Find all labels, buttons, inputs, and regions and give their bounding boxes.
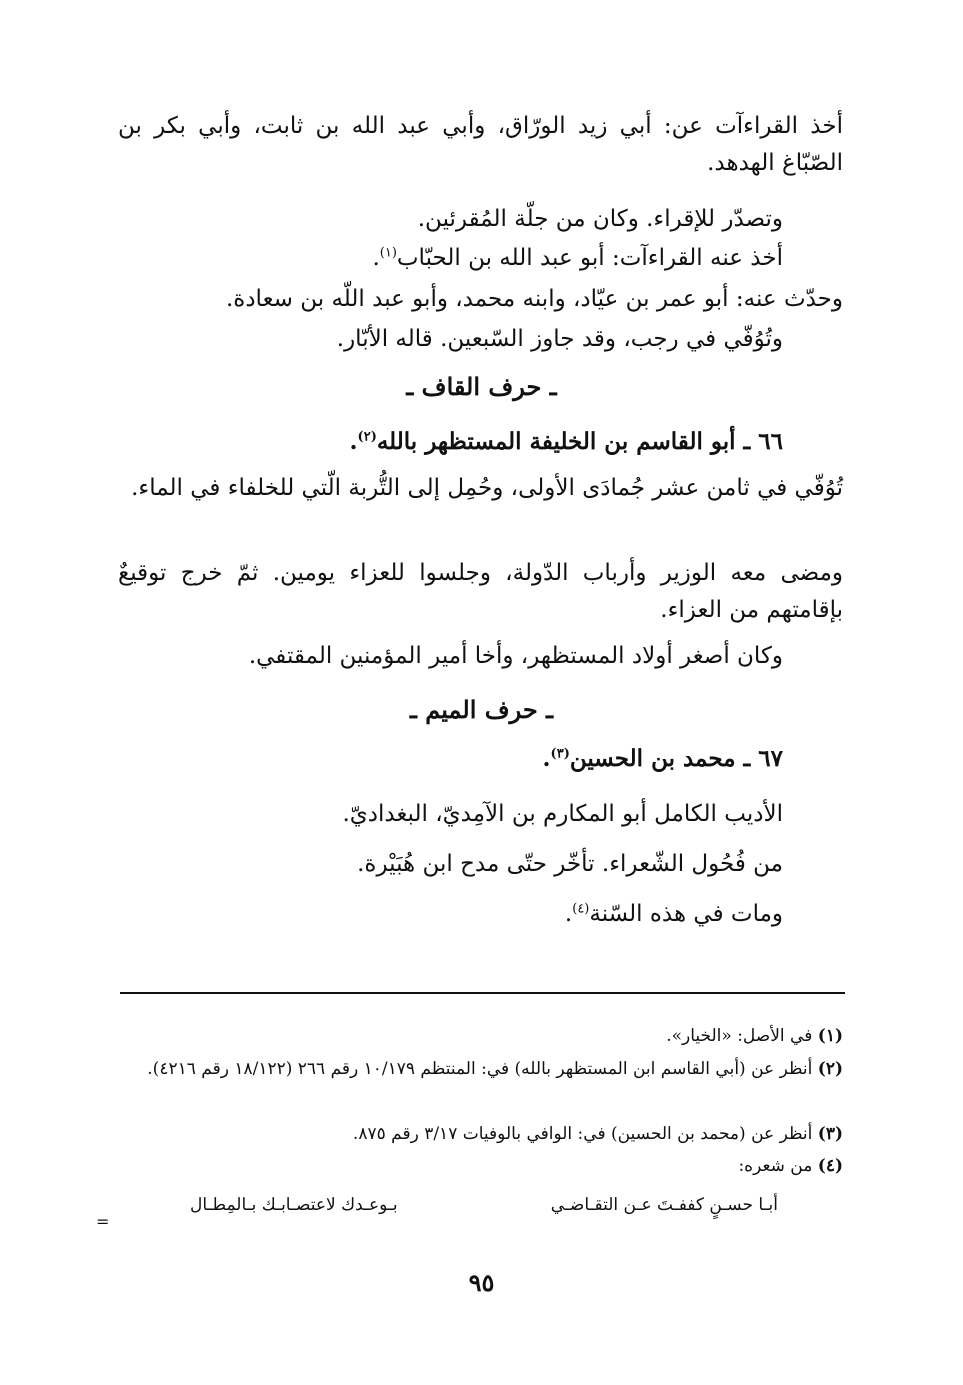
intro-line-5 [83, 323, 783, 355]
intro-line-3-text: أخذ عنه القراءآت: أبو عبد الله بن الحبّاب [396, 245, 783, 271]
entry-67-line-3-text: ومات في هذه السّنة [589, 901, 783, 927]
footnote-1 [113, 1023, 843, 1049]
footnote-3-number: (٣) [817, 1124, 843, 1144]
footnote-4-number: (٤) [817, 1156, 843, 1176]
section-heading-mim: ـ حرف الميم ـ [409, 695, 554, 724]
intro-paragraph [118, 108, 843, 182]
intro-line-3 [83, 242, 783, 274]
footnote-ref-1[interactable]: (١) [379, 245, 397, 261]
entry-66-para-1-text: تُوُفّي في ثامن عشر جُمادَى الأولى، وحُمِل إلى التُّربة الّتي للخلفاء في الماء. [131, 475, 843, 501]
verse-second-hemistich: بـوعـدك لاعتصـابـك بـالمِطـال [190, 1195, 398, 1215]
entry-67-title-text: ٦٧ ـ محمد بن الحسين [569, 745, 783, 772]
footnote-3 [113, 1121, 843, 1147]
entry-66-line-3-text: وكان أصغر أولاد المستظهر، وأخا أمير المؤمنين المقتفي. [248, 643, 783, 669]
entry-67-title [543, 745, 783, 772]
intro-para-1: أخذ القراءآت عن: أبي زيد الورّاق، وأبي عبد الله بن ثابت، وأبي بكر بن الصّبّاغ الهدهد. [118, 113, 843, 176]
footnote-ref-2[interactable]: (٢) [357, 429, 377, 445]
entry-67-line-1 [83, 798, 783, 830]
intro-line-2 [83, 203, 783, 235]
intro-line-4 [118, 283, 843, 315]
footnote-4-text: من شعره: [738, 1156, 813, 1176]
entry-66-para-2-text: ومضى معه الوزير وأرباب الدّولة، وجلسوا للعزاء يومين. ثمّ خرج توقيعٌ بإقامتهم من العزاء. [118, 560, 843, 623]
footnote-2-text: أنظر عن (أبي القاسم ابن المستظهر بالله) في: المنتظم ١٠/١٧٩ رقم ٢٦٦ (١٨/١٢٢ رقم ٤٢١٦). [147, 1059, 813, 1079]
entry-67-line-3-end: . [564, 901, 573, 927]
entry-67-line-3 [83, 898, 783, 930]
footnote-2-number: (٢) [817, 1059, 843, 1079]
section-heading-qaf: ـ حرف القاف ـ [406, 372, 557, 401]
footnote-1-text: في الأصل: «الخيار». [666, 1026, 813, 1046]
entry-66-line-3 [83, 640, 783, 672]
footnote-separator [120, 992, 845, 994]
verse-first-hemistich: أبـا حسـنٍ كففـتَ عـن التقـاضـي [550, 1195, 778, 1215]
entry-67-title-end: . [542, 745, 551, 772]
intro-line-2-text: وتصدّر للإقراء. وكان من جلّة المُقرئين. [417, 206, 783, 232]
intro-line-5-text: وتُوُفّي في رجب، وقد جاوز السّبعين. قاله الأبّار. [336, 326, 783, 352]
footnote-3-text: أنظر عن (محمد بن الحسين) في: الوافي بالوفيات ٣/١٧ رقم ٨٧٥. [352, 1124, 813, 1144]
entry-67-line-1-text: الأديب الكامل أبو المكارم بن الآمِديّ، البغداديّ. [342, 801, 783, 827]
verse-continuation-mark: = [96, 1212, 110, 1231]
footnote-ref-4[interactable]: (٤) [572, 901, 590, 917]
footnote-4 [113, 1153, 843, 1179]
entry-66-para-1 [118, 470, 843, 507]
footnote-ref-3[interactable]: (٣) [550, 746, 570, 762]
entry-66-para-2 [118, 555, 843, 629]
entry-66-title-text: ٦٦ ـ أبو القاسم بن الخليفة المستظهر بالله [376, 428, 783, 455]
intro-line-3-end: . [372, 245, 380, 271]
entry-66-title-end: . [349, 428, 358, 455]
entry-67-line-2-text: من فُحُول الشّعراء. تأخّر حتّى مدح ابن هُبَيْرة. [357, 851, 783, 877]
footnote-1-number: (١) [817, 1026, 843, 1046]
entry-67-line-2 [83, 848, 783, 880]
entry-66-title [350, 428, 783, 455]
intro-line-4-text: وحدّث عنه: أبو عمر بن عيّاد، وابنه محمد، وأبو عبد اللّه بن سعادة. [225, 286, 843, 312]
footnote-2 [113, 1056, 843, 1082]
page-number: ٩٥ [468, 1268, 495, 1297]
